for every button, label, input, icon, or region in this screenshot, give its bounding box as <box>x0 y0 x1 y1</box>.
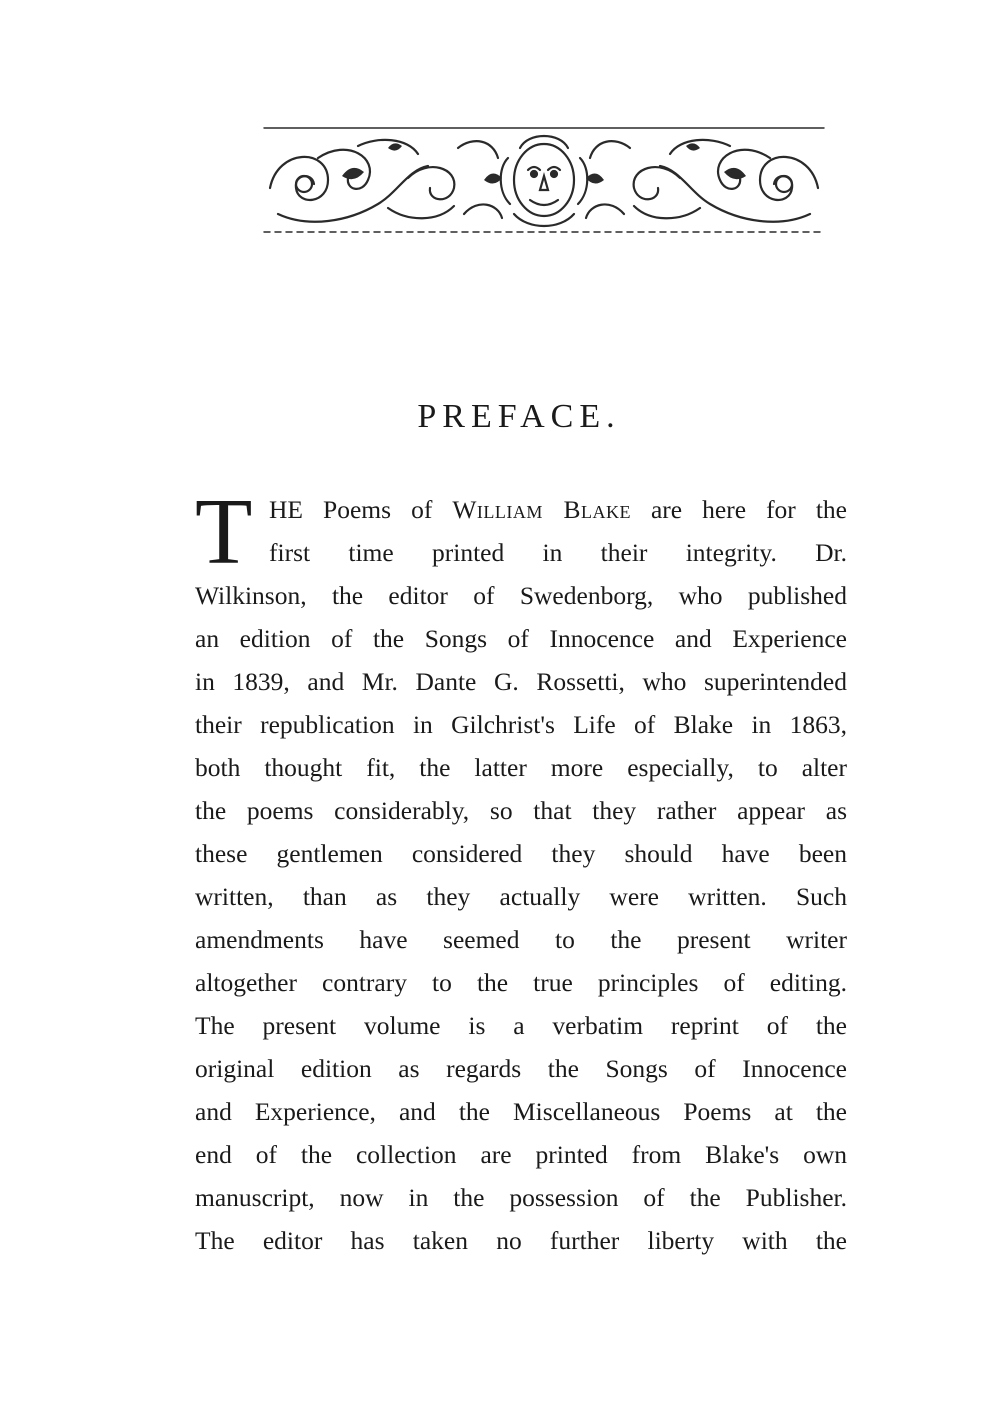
text-line: altogether contrary to the true principles of editing. <box>195 968 847 997</box>
page-title: PREFACE. <box>417 398 621 435</box>
text-line: first time printed in their integrity. Dr. <box>269 538 847 567</box>
author-name: William Blake <box>452 495 631 524</box>
text-line: their republication in Gilchrist's Life of Blake in 1863, <box>195 710 847 739</box>
drop-cap: T <box>195 480 253 584</box>
text-line: written, than as they actually were written. Such <box>195 882 847 911</box>
ornament-scroll-icon <box>258 118 830 240</box>
text-line: an edition of the Songs of Innocence and Experience <box>195 624 847 653</box>
text-line: both thought fit, the latter more especially, to alter <box>195 753 847 782</box>
text-line: manuscript, now in the possession of the Publisher. <box>195 1183 847 1212</box>
text-line: and Experience, and the Miscellaneous Poems at the <box>195 1097 847 1126</box>
first-line-start: HE Poems of <box>269 495 453 524</box>
text-line: in 1839, and Mr. Dante G. Rossetti, who superintended <box>195 667 847 696</box>
text-line: The present volume is a verbatim reprint of the <box>195 1011 847 1040</box>
text-line <box>195 488 847 531</box>
text-line: original edition as regards the Songs of Innocence <box>195 1054 847 1083</box>
text-line: The editor has taken no further liberty with the <box>195 1226 847 1255</box>
ornamental-headpiece <box>258 118 830 240</box>
text-line: these gentlemen considered they should have been <box>195 839 847 868</box>
preface-text <box>195 480 847 1262</box>
text-line: amendments have seemed to the present writer <box>195 925 847 954</box>
first-line-end: are here for the <box>630 495 847 524</box>
text-line: end of the collection are printed from Blake's own <box>195 1140 847 1169</box>
text-line: the poems considerably, so that they rather appear as <box>195 796 847 825</box>
text-line: Wilkinson, the editor of Swedenborg, who published <box>195 581 847 610</box>
